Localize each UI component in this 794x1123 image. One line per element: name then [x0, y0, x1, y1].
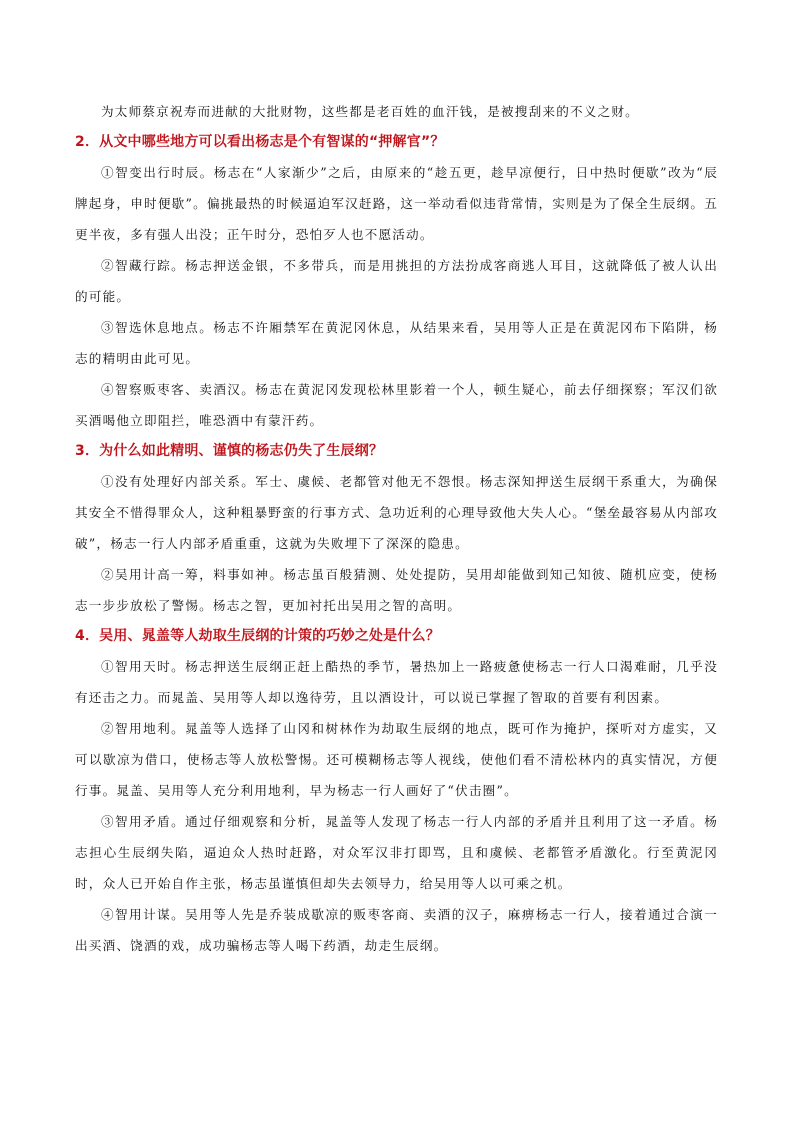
answer-paragraph: ②吴用计高一筹，料事如神。杨志虽百般猜测、处处提防，吴用却能做到知己知彼、随机应变，使杨志一步步放松了警惕。杨志之智，更加衬托出吴用之智的高明。: [75, 567, 718, 613]
answer-paragraph: ①没有处理好内部关系。军士、虞候、老都管对他无不怨恨。杨志深知押送生辰纲干系重大，为确保其安全不惜得罪众人，这种粗暴野蛮的行事方式、急功近利的心理导致他大失人心。“堡垒最容易从内部攻破”，杨志一行人内部矛盾重重，这就为失败埋下了深深的隐患。: [75, 474, 718, 551]
answer-paragraph: ②智藏行踪。杨志押送金银，不多带兵，而是用挑担的方法扮成客商逃人耳目，这就降低了被人认出的可能。: [75, 258, 718, 304]
answer-paragraph: ③智选休息地点。杨志不许厢禁军在黄泥冈休息，从结果来看，吴用等人正是在黄泥冈布下陷阱，杨志的精明由此可见。: [75, 320, 718, 366]
section-4: [75, 621, 718, 961]
answer-paragraph: ④智察贩枣客、卖酒汉。杨志在黄泥冈发现松林里影着一个人，顿生疑心，前去仔细探察；军汉们欲买酒喝他立即阻拦，唯恐酒中有蒙汗药。: [75, 382, 718, 428]
section-3: [75, 436, 718, 621]
answer-paragraph: ②智用地利。晁盖等人选择了山冈和树林作为劫取生辰纲的地点，既可作为掩护，探听对方虚实，又可以歇凉为借口，使杨志等人放松警惕。还可模糊杨志等人视线，使他们看不清松林内的真实情况，方便行事。晁盖、吴用等人充分利用地利，早为杨志一行人画好了“伏击圈”。: [75, 721, 718, 798]
answer-paragraph: ①智用天时。杨志押送生辰纲正赶上酷热的季节，暑热加上一路疲惫使杨志一行人口渴难耐，几乎没有还击之力。而晁盖、吴用等人却以逸待劳，且以酒设计，可以说已掌握了智取的首要有利因素。: [75, 659, 718, 705]
question-heading: 3．为什么如此精明、谨慎的杨志仍失了生辰纲？: [75, 443, 384, 459]
intro-paragraph: 为太师蔡京祝寿而进献的大批财物，这些都是老百姓的血汗钱，是被搜刮来的不义之财。: [101, 104, 639, 119]
answer-paragraph: ④智用计谋。吴用等人先是乔装成歇凉的贩枣客商、卖酒的汉子，麻痹杨志一行人，接着通过合演一出买酒、饶酒的戏，成功骗杨志等人喝下药酒，劫走生辰纲。: [75, 907, 718, 953]
question-heading: 4．吴用、晁盖等人劫取生辰纲的计策的巧妙之处是什么？: [75, 628, 440, 644]
answer-paragraph: ①智变出行时辰。杨志在“人家渐少”之后，由原来的“趁五更，趁早凉便行，日中热时便歇”改为“辰牌起身，申时便歇”。偏挑最热的时候逼迫军汉赶路，这一举动看似违背常情，实则是为了保全生辰纲。五更半夜，多有强人出没；正午时分，恐怕歹人也不愿活动。: [75, 165, 718, 242]
section-2: [75, 127, 718, 436]
question-heading: 2．从文中哪些地方可以看出杨志是个有智谋的“押解官”？: [75, 134, 445, 150]
answer-paragraph: ③智用矛盾。通过仔细观察和分析，晁盖等人发现了杨志一行人内部的矛盾并且利用了这一矛盾。杨志担心生辰纲失陷，逼迫众人热时赶路，对众军汉非打即骂，且和虞候、老都管矛盾激化。行至黄泥冈时，众人已开始自作主张，杨志虽谨慎但却失去领导力，给吴用等人以可乘之机。: [75, 814, 718, 891]
